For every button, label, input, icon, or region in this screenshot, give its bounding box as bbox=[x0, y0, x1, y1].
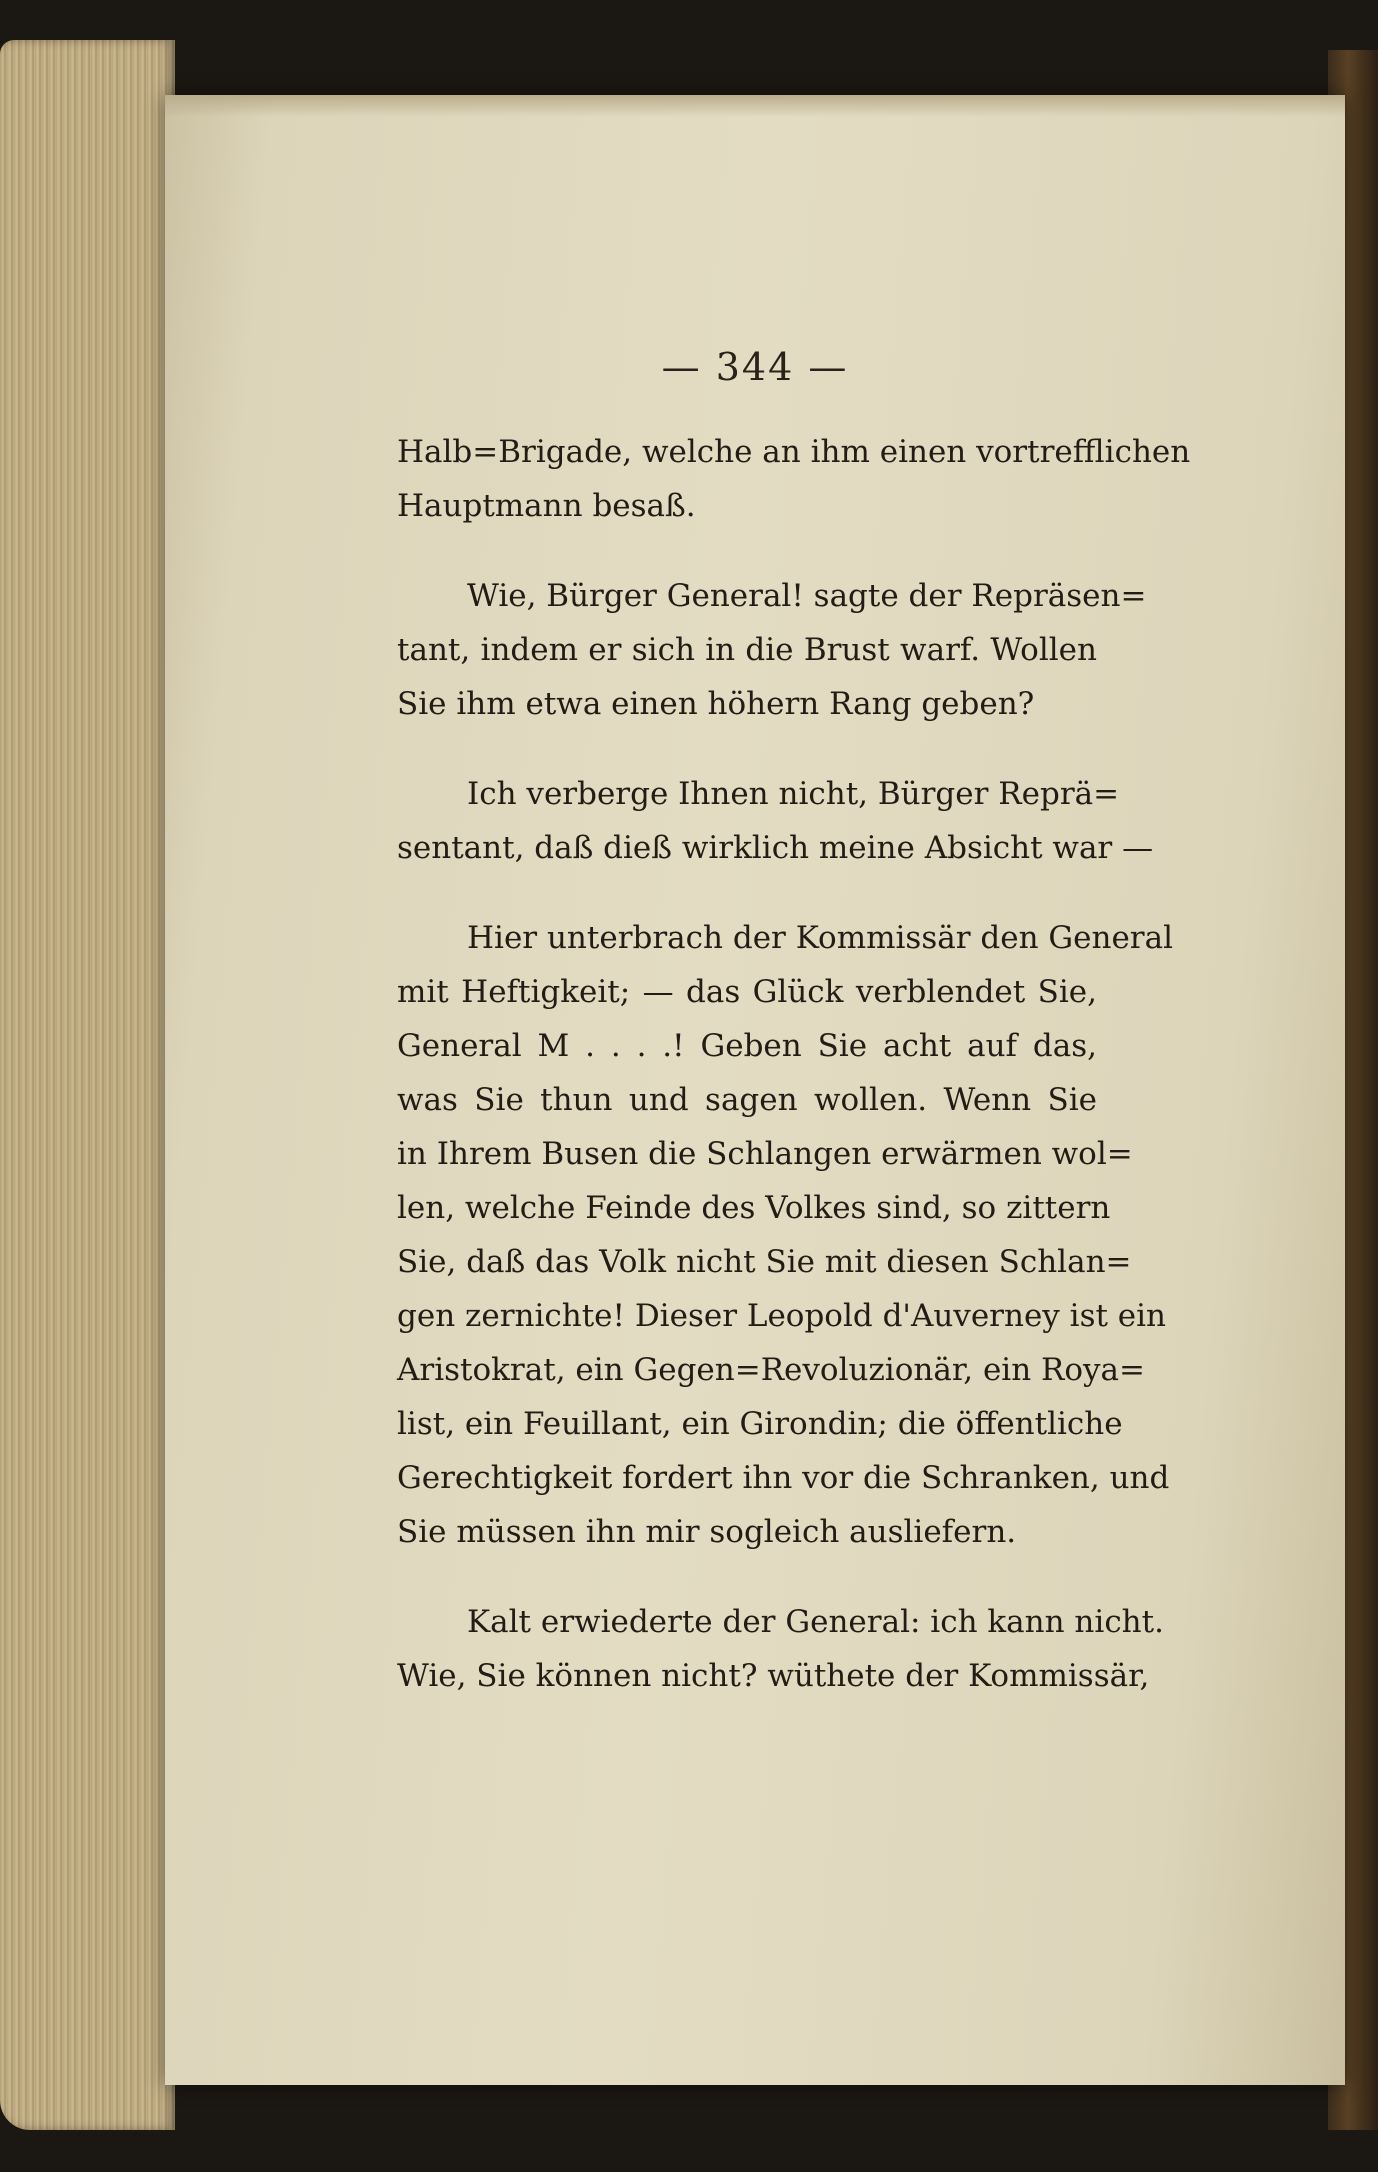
text-line: Gerechtigkeit fordert ihn vor die Schranken, und bbox=[397, 1460, 1170, 1496]
text-line: Hauptmann besaß. bbox=[397, 488, 696, 524]
text-line: Wie, Bürger General! sagte der Repräsen= bbox=[467, 578, 1147, 614]
text-line: in Ihrem Busen die Schlangen erwärmen wol= bbox=[397, 1136, 1133, 1172]
text-line: tant, indem er sich in die Brust warf. Wollen bbox=[397, 632, 1097, 668]
text-line: Kalt erwiederte der General: ich kann nicht. bbox=[467, 1604, 1164, 1640]
page-number-header: — 344 — bbox=[661, 345, 849, 389]
page-top-shadow bbox=[165, 95, 1345, 117]
body-text bbox=[397, 425, 1191, 1739]
paragraph bbox=[397, 1595, 1164, 1703]
text-line: Ich verberge Ihnen nicht, Bürger Reprä= bbox=[467, 776, 1120, 812]
text-line: Sie ihm etwa einen höhern Rang geben? bbox=[397, 686, 1035, 722]
text-line: list, ein Feuillant, ein Girondin; die öffentliche bbox=[397, 1406, 1123, 1442]
book-page-edges bbox=[0, 40, 175, 2130]
text-line: mit Heftigkeit; — das Glück verblendet Sie, bbox=[397, 974, 1097, 1010]
text-line: General M . . . .! Geben Sie acht auf das, bbox=[397, 1028, 1097, 1064]
text-line: Hier unterbrach der Kommissär den General bbox=[467, 920, 1174, 956]
paragraph bbox=[397, 425, 1191, 533]
text-line: len, welche Feinde des Volkes sind, so zittern bbox=[397, 1190, 1111, 1226]
text-line: Sie müssen ihn mir sogleich ausliefern. bbox=[397, 1514, 1017, 1550]
paragraph bbox=[397, 767, 1154, 875]
text-line: sentant, daß dieß wirklich meine Absicht war — bbox=[397, 830, 1154, 866]
text-line: Sie, daß das Volk nicht Sie mit diesen Schlan= bbox=[397, 1244, 1132, 1280]
book-page bbox=[165, 95, 1345, 2085]
text-line: Halb=Brigade, welche an ihm einen vortrefflichen bbox=[397, 434, 1191, 470]
text-line: Wie, Sie können nicht? wüthete der Kommissär, bbox=[397, 1658, 1150, 1694]
text-line: was Sie thun und sagen wollen. Wenn Sie bbox=[397, 1082, 1097, 1118]
paragraph bbox=[397, 911, 1174, 1559]
text-line: Aristokrat, ein Gegen=Revoluzionär, ein Roya= bbox=[397, 1352, 1145, 1388]
text-line: gen zernichte! Dieser Leopold d'Auverney ist ein bbox=[397, 1298, 1167, 1334]
paragraph bbox=[397, 569, 1147, 731]
